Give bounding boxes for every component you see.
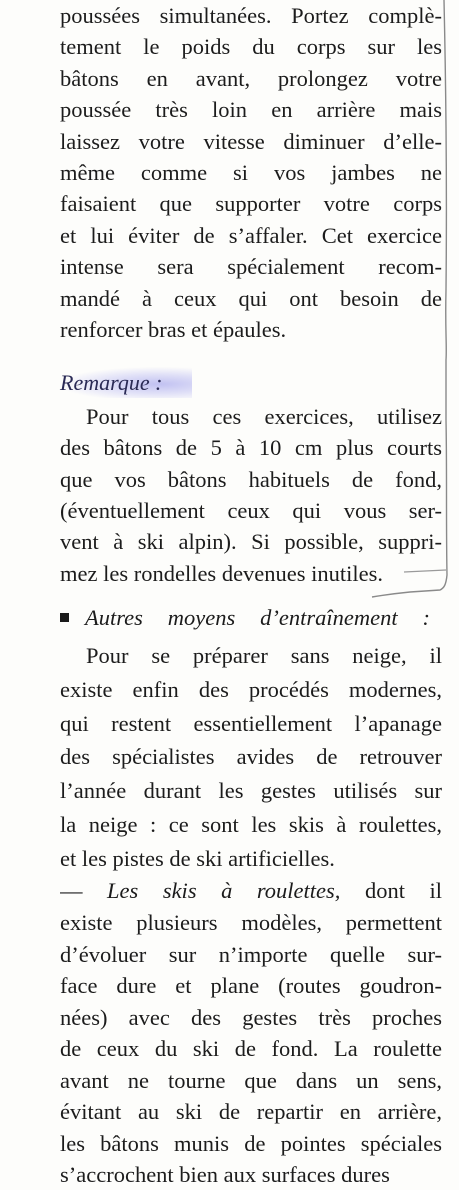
text-line: d’évoluer sur n’importe quelle sur- <box>60 941 442 967</box>
text-line: des bâtons de 5 à 10 cm plus courts <box>60 435 442 461</box>
text-line: mez les rondelles devenues inutiles. <box>60 560 384 586</box>
text-line: tement le poids du corps sur les <box>60 34 442 60</box>
text-line: évitant au ski de repartir en arrière, <box>60 1099 442 1124</box>
text-line: s’accrochent bien aux surfaces dures <box>60 1162 390 1187</box>
text-line: la neige : ce sont les skis à roulettes, <box>60 812 442 837</box>
roller-ski-first-rest: dont il <box>364 878 442 903</box>
text-line: qui restent essentiellement l’apanage <box>60 710 442 736</box>
text-line: vent à ski alpin). Si possible, suppri- <box>60 529 442 555</box>
text-line: l’année durant les gestes utilisés sur <box>60 778 442 804</box>
text-line: faisaient que supporter votre corps <box>60 191 442 217</box>
text-line: les bâtons munis de pointes spéciales <box>60 1130 442 1156</box>
text-line: renforcer bras et épaules. <box>60 317 287 342</box>
text-line: et lui éviter de s’affaler. Cet exercice <box>60 222 442 248</box>
text-line: face dure et plane (routes goudron- <box>60 973 442 998</box>
section-heading-text: Autres moyens d’entraînement : <box>85 605 430 630</box>
text-line: Pour se préparer sans neige, il <box>86 643 442 668</box>
text-line: de ceux du ski de fond. La roulette <box>60 1036 442 1061</box>
text-line: Pour tous ces exercices, utilisez <box>86 404 442 429</box>
roller-ski-term: Les skis à roulettes, <box>107 878 341 903</box>
book-page <box>60 0 442 1187</box>
text-line: nées) avec des gestes très proches <box>60 1004 442 1030</box>
text-line: bâtons en avant, prolongez votre <box>60 65 442 91</box>
section-heading <box>60 602 442 633</box>
paragraph-roller-ski-first-line <box>60 875 442 906</box>
text-line: avant ne tourne que dans un sens, <box>60 1067 442 1093</box>
text-line: mandé à ceux qui ont besoin de <box>60 285 442 311</box>
text-line: poussées simultanées. Portez complè- <box>60 3 442 28</box>
text-line: poussée très loin en arrière mais <box>60 97 442 123</box>
text-line: laissez votre vitesse diminuer d’elle- <box>60 128 442 154</box>
text-line: et les pistes de ski artificielles. <box>60 845 335 871</box>
em-dash: — <box>60 878 83 903</box>
text-line: que vos bâtons habituels de fond, <box>60 466 442 492</box>
text-line: existe enfin des procédés modernes, <box>60 676 442 702</box>
bullet-icon <box>60 613 69 622</box>
text-line: des spécialistes avides de retrouver <box>60 744 442 770</box>
text-line: même comme si vos jambes ne <box>60 160 442 185</box>
text-line: (éventuellement ceux qui vous ser- <box>60 497 442 523</box>
text-line: intense sera spécialement recom- <box>60 254 442 280</box>
text-line: existe plusieurs modèles, permettent <box>60 910 442 935</box>
remark-heading: Remarque : <box>60 367 192 398</box>
